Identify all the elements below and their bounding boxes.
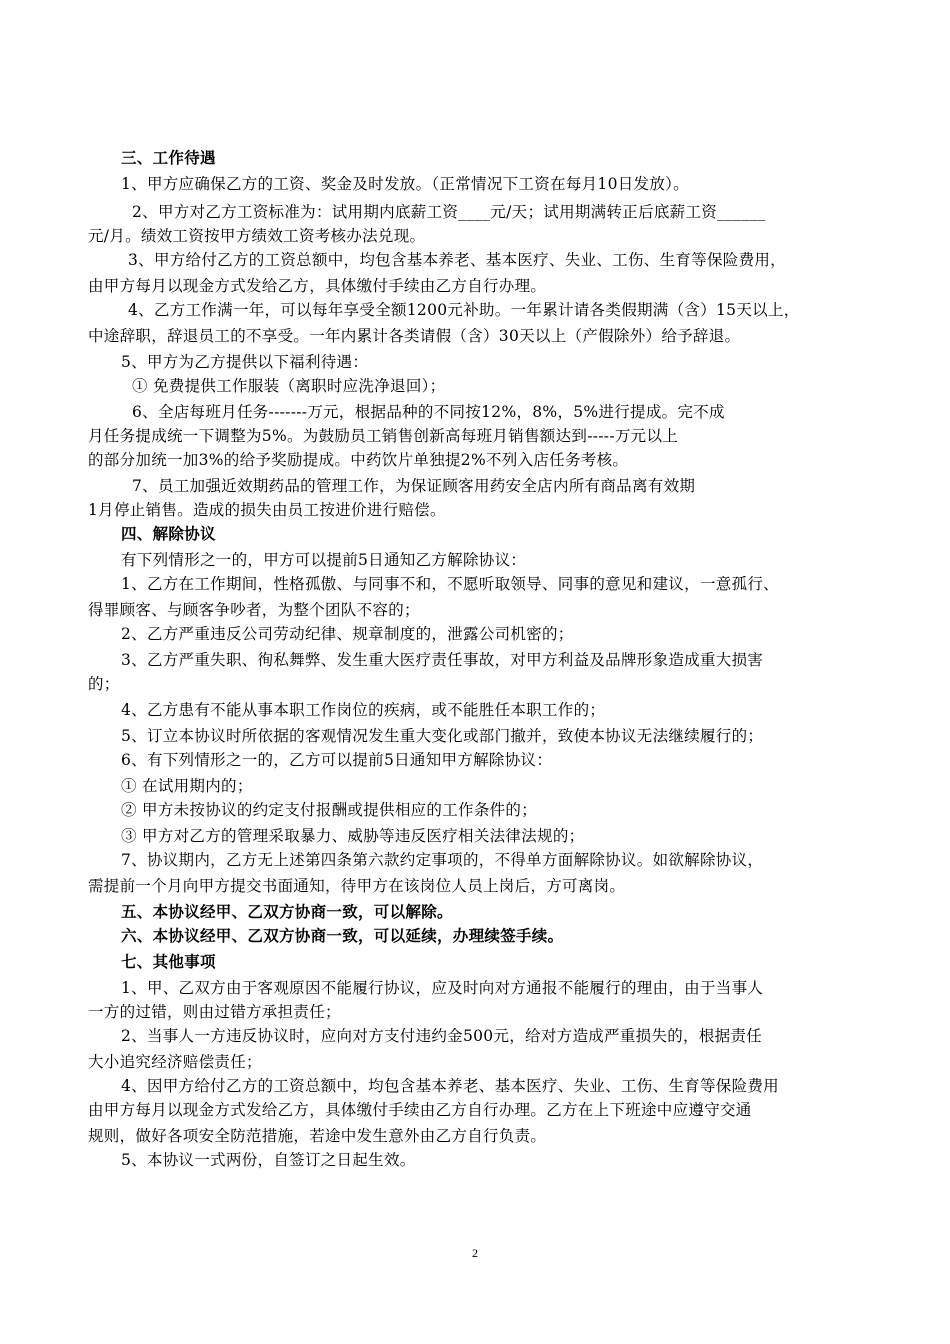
paragraph-line: 6、全店每班月任务-------万元，根据品种的不同按12%，8%，5%进行提成。完不成 bbox=[132, 403, 725, 421]
paragraph-line: ① 免费提供工作服装（离职时应洗净退回）； bbox=[132, 377, 446, 395]
page-number: 2 bbox=[472, 1246, 478, 1260]
section-heading: 六、本协议经甲、乙双方协商一致，可以延续，办理续签手续。 bbox=[121, 926, 564, 945]
paragraph-line: 规则，做好各项安全防范措施，若途中发生意外由乙方自行负责。 bbox=[88, 1127, 547, 1145]
section-heading: 四、解除协议 bbox=[121, 524, 216, 543]
paragraph-line: ① 在试用期内的； bbox=[121, 777, 253, 795]
paragraph-line: 5、甲方为乙方提供以下福利待遇： bbox=[121, 353, 369, 371]
section-heading: 五、本协议经甲、乙双方协商一致，可以解除。 bbox=[121, 902, 453, 921]
paragraph-line: 有下列情形之一的，甲方可以提前5日通知乙方解除协议： bbox=[121, 551, 527, 569]
paragraph-line: 2、乙方严重违反公司劳动纪律、规章制度的，泄露公司机密的； bbox=[121, 625, 574, 643]
paragraph-line: 2、当事人一方违反协议时，应向对方支付违约金500元，给对方造成严重损失的，根据责任 bbox=[121, 1027, 763, 1045]
paragraph-line: 1、甲方应确保乙方的工资、奖金及时发放。（正常情况下工资在每月10日发放）。 bbox=[121, 175, 689, 193]
section-heading: 三、工作待遇 bbox=[121, 148, 216, 167]
paragraph-line: 得罪顾客、与顾客争吵者，为整个团队不容的； bbox=[88, 601, 420, 619]
paragraph-line: 7、员工加强近效期药品的管理工作，为保证顾客用药安全店内所有商品离有效期 bbox=[132, 477, 696, 495]
paragraph-line: 一方的过错，则由过错方承担责任； bbox=[88, 1003, 341, 1021]
paragraph-line: 需提前一个月向甲方提交书面通知，待甲方在该岗位人员上岗后，方可离岗。 bbox=[88, 877, 626, 895]
paragraph-line: ② 甲方未按协议的约定支付报酬或提供相应的工作条件的； bbox=[121, 801, 538, 819]
paragraph-line: 2、甲方对乙方工资标准为：试用期内底薪工资____元/天；试用期满转正后底薪工资______ bbox=[132, 203, 766, 221]
section-heading: 七、其他事项 bbox=[121, 952, 216, 971]
paragraph-line: 6、有下列情形之一的，乙方可以提前5日通知甲方解除协议： bbox=[121, 751, 553, 769]
paragraph-line: 的部分加统一加3%的给予奖励提成。中药饮片单独提2%不列入店任务考核。 bbox=[88, 451, 629, 469]
paragraph-line: 5、本协议一式两份，自签订之日起生效。 bbox=[121, 1151, 416, 1169]
paragraph-line: 7、协议期内，乙方无上述第四条第六款约定事项的，不得单方面解除协议。如欲解除协议， bbox=[121, 851, 764, 869]
paragraph-line: 4、乙方患有不能从事本职工作岗位的疾病，或不能胜任本职工作的； bbox=[121, 701, 606, 719]
paragraph-line: ③ 甲方对乙方的管理采取暴力、威胁等违反医疗相关法律法规的； bbox=[121, 827, 585, 845]
paragraph-line: 1、甲、乙双方由于客观原因不能履行协议，应及时向对方通报不能履行的理由，由于当事人 bbox=[121, 979, 764, 997]
paragraph-line: 由甲方每月以现金方式发给乙方，具体缴付手续由乙方自行办理。 bbox=[88, 277, 547, 295]
paragraph-line: 月任务提成统一下调整为5%。为鼓励员工销售创新高每班月销售额达到-----万元以上 bbox=[88, 427, 679, 445]
paragraph-line: 4、乙方工作满一年，可以每年享受全额1200元补助。一年累计请各类假期满（含）15天以上， bbox=[128, 301, 800, 319]
paragraph-line: 3、甲方给付乙方的工资总额中，均包含基本养老、基本医疗、失业、工伤、生育等保险费用， bbox=[128, 251, 786, 269]
paragraph-line: 3、乙方严重失职、徇私舞弊、发生重大医疗责任事故，对甲方利益及品牌形象造成重大损害 bbox=[121, 651, 764, 669]
paragraph-line: 由甲方每月以现金方式发给乙方，具体缴付手续由乙方自行办理。乙方在上下班途中应遵守交通 bbox=[88, 1101, 752, 1119]
paragraph-line: 1月停止销售。造成的损失由员工按进价进行赔偿。 bbox=[88, 501, 446, 519]
paragraph-line: 大小追究经济赔偿责任； bbox=[88, 1053, 262, 1071]
paragraph-line: 中途辞职，辞退员工的不享受。一年内累计各类请假（含）30天以上（产假除外）给予辞退。 bbox=[88, 327, 741, 345]
paragraph-line: 5、订立本协议时所依据的客观情况发生重大变化或部门撤并，致使本协议无法继续履行的； bbox=[121, 727, 764, 745]
paragraph-line: 4、因甲方给付乙方的工资总额中，均包含基本养老、基本医疗、失业、工伤、生育等保险费用 bbox=[121, 1077, 779, 1095]
paragraph-line: 的； bbox=[88, 675, 120, 693]
paragraph-line: 元/月。绩效工资按甲方绩效工资考核办法兑现。 bbox=[88, 227, 426, 245]
paragraph-line: 1、乙方在工作期间，性格孤傲、与同事不和，不愿听取领导、同事的意见和建议，一意孤行、 bbox=[121, 575, 779, 593]
